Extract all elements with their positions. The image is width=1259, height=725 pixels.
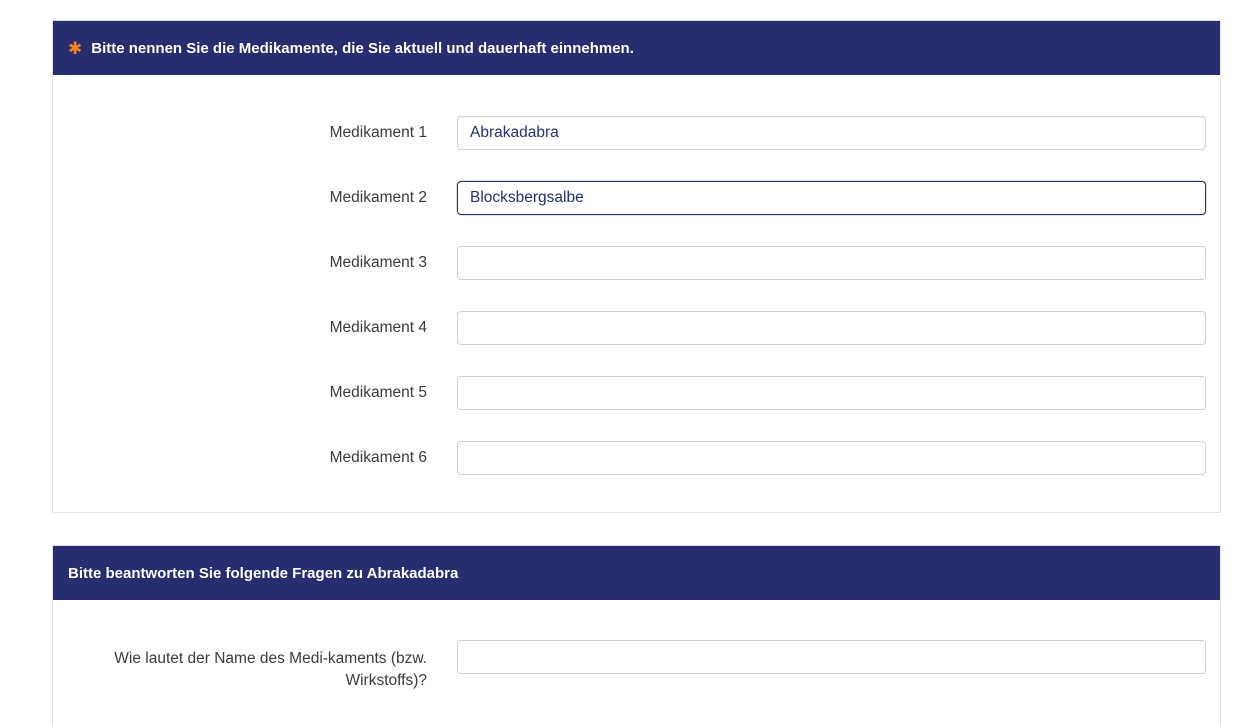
medication-list-header <box>53 21 1220 75</box>
medication-name-input[interactable] <box>457 640 1206 674</box>
medication-3-input[interactable] <box>457 246 1206 280</box>
medication-6-label: Medikament 6 <box>329 449 427 466</box>
medication-4-input[interactable] <box>457 311 1206 345</box>
medication-questions-header <box>53 546 1220 600</box>
medication-2-input[interactable] <box>457 181 1206 215</box>
medication-3-label: Medikament 3 <box>329 254 427 271</box>
medication-1-label: Medikament 1 <box>329 124 427 141</box>
medication-row-6 <box>53 441 1220 475</box>
medication-questions-title: Bitte beantworten Sie folgende Fragen zu Abrakadabra <box>68 564 459 582</box>
medication-name-label: Wie lautet der Name des Medi-kaments (bzw. Wirkstoffs)? <box>114 650 427 689</box>
medication-row-4 <box>53 311 1220 345</box>
medication-6-input[interactable] <box>457 441 1206 475</box>
medication-row-1 <box>53 116 1220 150</box>
medication-1-input[interactable] <box>457 116 1206 150</box>
medication-4-label: Medikament 4 <box>329 319 427 336</box>
medication-5-input[interactable] <box>457 376 1206 410</box>
medication-row-5 <box>53 376 1220 410</box>
asterisk-icon: ✱ <box>68 38 83 58</box>
medication-list-title: Bitte nennen Sie die Medikamente, die Sie aktuell und dauerhaft einnehmen. <box>91 39 634 57</box>
medication-5-label: Medikament 5 <box>329 384 427 401</box>
medication-2-label: Medikament 2 <box>329 189 427 206</box>
medication-name-row <box>53 640 1220 700</box>
medication-row-3 <box>53 246 1220 280</box>
medication-questions-panel <box>52 545 1221 725</box>
medication-row-2 <box>53 181 1220 215</box>
medication-list-panel <box>52 20 1221 513</box>
